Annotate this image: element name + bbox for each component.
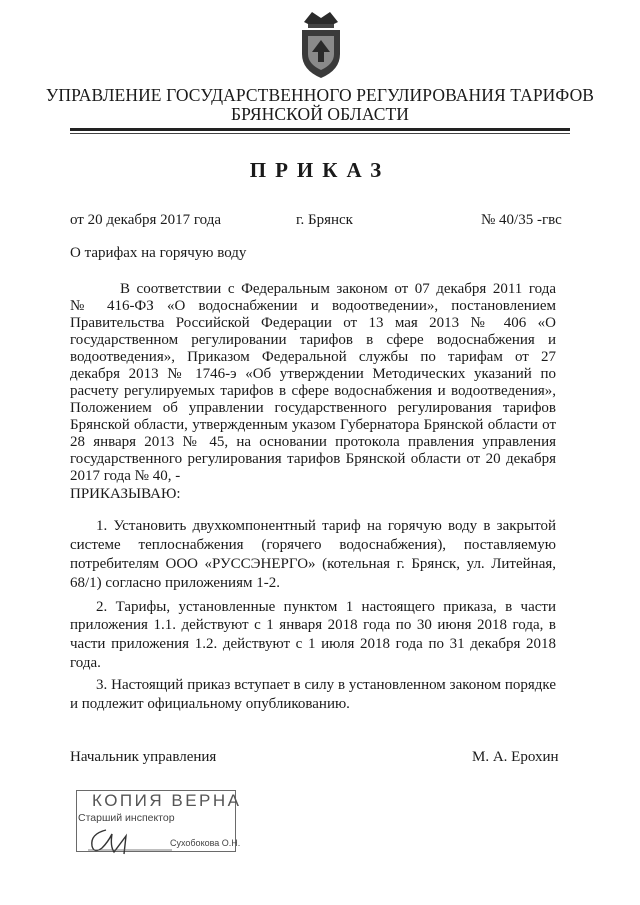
- document-number: № 40/35 -гвс: [481, 212, 562, 228]
- document-city: г. Брянск: [296, 212, 353, 228]
- coat-of-arms-icon: [298, 8, 344, 80]
- preamble-line: Положением об управлении государственного регулирования тарифов: [70, 400, 556, 416]
- item-2-line: части приложения 1.2. действуют с 1 июля 2018 года по 31 декабря 2018: [70, 636, 556, 652]
- org-name-line1: УПРАВЛЕНИЕ ГОСУДАРСТВЕННОГО РЕГУЛИРОВАНИЯ ТАРИФОВ: [45, 85, 595, 105]
- document-title: ПРИКАЗ: [249, 158, 391, 182]
- preamble-line: расчету регулируемых тарифов в сфере водоснабжения и водоотведения»,: [70, 383, 556, 399]
- preamble-line: 28 января 2013 № 45, на основании протокола правления управления: [70, 434, 556, 450]
- preamble-line: государственном регулировании тарифов в сфере водоснабжения и: [70, 332, 556, 348]
- signatory-name: М. А. Ерохин: [472, 749, 559, 765]
- handwritten-signature: [84, 826, 174, 856]
- order-word: ПРИКАЗЫВАЮ:: [70, 486, 181, 502]
- stamp-inspector-name: Сухобокова О.Н.: [170, 838, 241, 848]
- stamp-subtitle: Старший инспектор: [78, 812, 175, 824]
- item-1-line: 68/1) согласно приложениям 1-2.: [70, 575, 280, 591]
- signatory-position: Начальник управления: [70, 749, 217, 765]
- stamp-title: КОПИЯ ВЕРНА: [92, 791, 242, 810]
- preamble-line: Брянской области, утвержденным указом Губернатора Брянской области от: [70, 417, 556, 433]
- header-rule-thin: [70, 133, 570, 134]
- item-1-line: 1. Установить двухкомпонентный тариф на горячую воду в закрытой: [96, 518, 556, 534]
- org-name-line2: БРЯНСКОЙ ОБЛАСТИ: [230, 104, 410, 124]
- item-3-line: 3. Настоящий приказ вступает в силу в установленном законом порядке: [96, 677, 556, 693]
- item-2-line: 2. Тарифы, установленные пунктом 1 настоящего приказа, в части: [96, 599, 556, 615]
- document-subject: О тарифах на горячую воду: [70, 245, 247, 261]
- header-rule-thick: [70, 128, 570, 131]
- item-2-line: приложения 1.1. действуют с 1 января 2018 года по 30 июня 2018 года, в: [70, 617, 556, 633]
- item-1-line: потребителям ООО «РУССЭНЕРГО» (котельная г. Брянск, ул. Литейная,: [70, 556, 556, 572]
- preamble-line: Правительства Российской Федерации от 13 мая 2013 № 406 «О: [70, 315, 556, 331]
- document-date: от 20 декабря 2017 года: [70, 212, 222, 228]
- preamble-line: № 416-ФЗ «О водоснабжении и водоотведении», постановлением: [70, 298, 556, 314]
- preamble-line: водоотведения», Приказом Федеральной службы по тарифам от 27: [70, 349, 556, 365]
- item-2-line: года.: [70, 655, 101, 671]
- item-1-line: системе теплоснабжения (горячего водоснабжения), поставляемую: [70, 537, 556, 553]
- preamble-line: декабря 2013 № 1746-э «Об утверждении Методических указаний по: [70, 366, 556, 382]
- preamble-line: государственного регулирования тарифов Брянской области от 20 декабря: [70, 451, 556, 467]
- item-3-line: и подлежит официальному опубликованию.: [70, 696, 350, 712]
- preamble-line: В соответствии с Федеральным законом от 07 декабря 2011 года: [120, 281, 556, 297]
- preamble-line: 2017 года № 40, -: [70, 468, 181, 484]
